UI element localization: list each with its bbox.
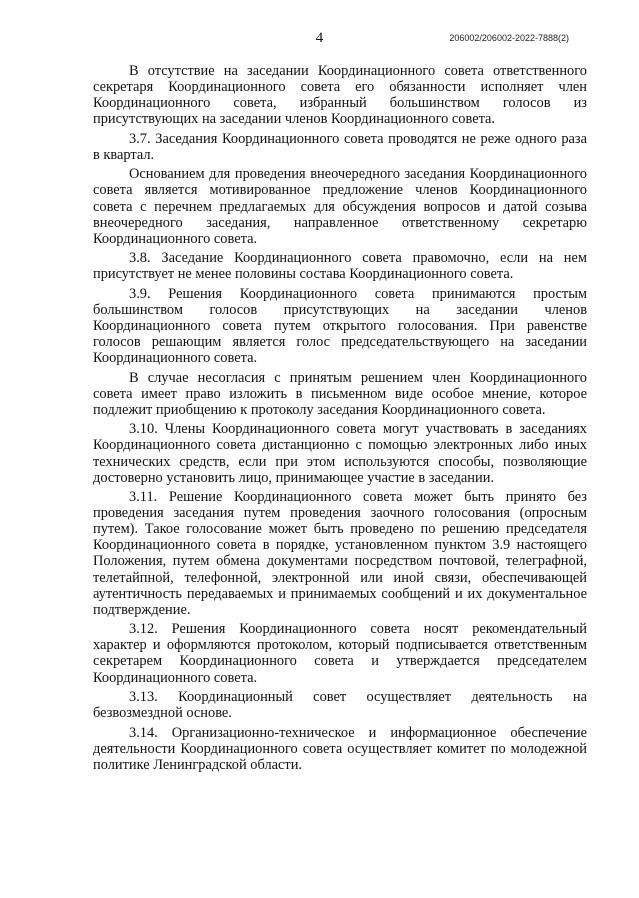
paragraph-3-13: 3.13. Координационный совет осуществляет деятельность на безвозмездной основе. bbox=[93, 688, 587, 722]
paragraph-3-9: 3.9. Решения Координационного совета принимаются простым большинством голосов присутствующих на заседании членов Координационного совета путем открытого голосования. При равенстве голосов решающим является голос председательствующего на заседании Координационного совета. bbox=[93, 285, 587, 367]
paragraph-extraordinary-meeting: Основанием для проведения внеочередного заседания Координационного совета является мотивированное предложение членов Координационного совета с перечнем предлагаемых для обсуждения вопросов и датой созыва внеочередного заседания, направленное ответственному секретарю Координационного совета. bbox=[93, 166, 587, 247]
paragraph-absence-secretary: В отсутствие на заседании Координационного совета ответственного секретаря Координационного совета его обязанности исполняет член Координационного совета, избранный большинством голосов из присутствующих на заседании членов Координационного совета. bbox=[93, 63, 587, 128]
paragraph-dissent: В случае несогласия с принятым решением член Координационного совета имеет право изложить в письменном виде особое мнение, которое подлежит приобщению к протоколу заседания Координационного совета. bbox=[93, 369, 587, 418]
paragraph-3-11: 3.11. Решение Координационного совета может быть принято без проведения заседания путем проведения заочного голосования (опросным путем). Такое голосование может быть проведено по решению председателя Координационного совета в порядке, установленном пунктом 3.9 настоящего Положения, путем обмена документами посредством почтовой, телеграфной, телетайпной, телефонной, электронной или иной связи, обеспечивающей аутентичность передаваемых и принимаемых сообщений и их документальное подтверждение. bbox=[93, 489, 587, 618]
paragraph-3-7: 3.7. Заседания Координационного совета проводятся не реже одного раза в квартал. bbox=[93, 130, 587, 163]
paragraph-3-12: 3.12. Решения Координационного совета носят рекомендательный характер и оформляются протоколом, который подписывается ответственным секретарем Координационного совета и утверждается председателем Координационного совета. bbox=[93, 621, 587, 686]
paragraph-3-8: 3.8. Заседание Координационного совета правомочно, если на нем присутствует не менее половины состава Координационного совета. bbox=[93, 250, 587, 283]
paragraph-3-10: 3.10. Члены Координационного совета могут участвовать в заседаниях Координационного совета дистанционно с помощью электронных либо иных технических средств, если при этом используются способы, позволяющие достоверно установить лицо, принимающее участие в заседании. bbox=[93, 421, 587, 486]
document-id: 206002/206002-2022-7888(2) bbox=[449, 33, 569, 43]
paragraph-3-14: 3.14. Организационно-техническое и информационное обеспечение деятельности Координационного совета осуществляет комитет по молодежной политике Ленинградской области. bbox=[93, 724, 587, 773]
document-body bbox=[93, 63, 587, 776]
page-number: 4 bbox=[315, 30, 324, 46]
